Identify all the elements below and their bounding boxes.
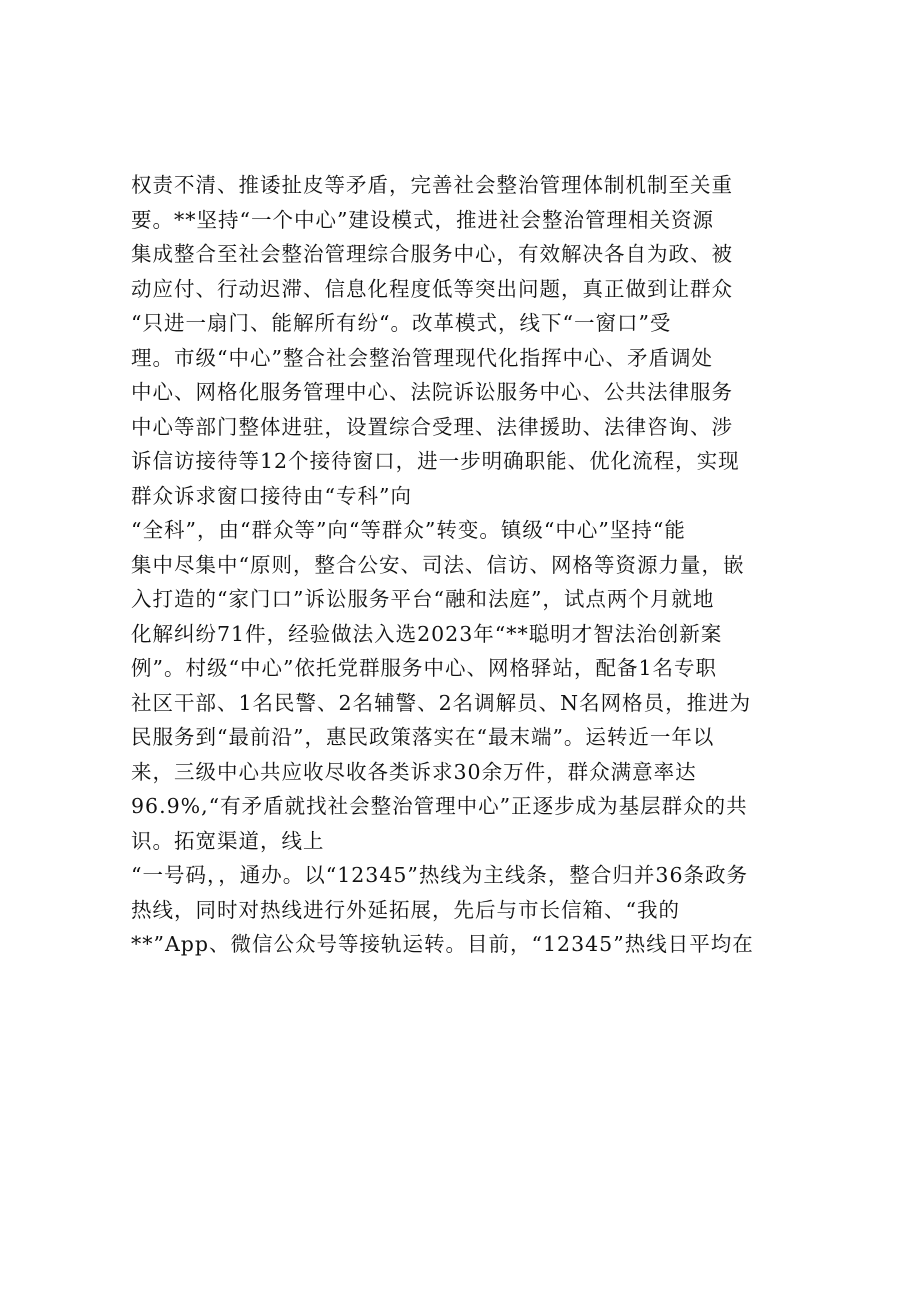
text-line: 动应付、行动迟滞、信息化程度低等突出问题，真正做到让群众 [131,276,733,301]
text-line: **”App、微信公众号等接轨运转。目前，“12345”热线日平均在 [131,932,754,956]
text-line: “一号码，，通办。以“12345”热线为主线条，整合归并36条政务 [131,863,748,887]
text-line: 集成整合至社会整治管理综合服务中心，有效解决各自为政、被 [131,242,733,266]
text-line: 96.9%,“有矛盾就找社会整治管理中心”正逐步成为基层群众的共 [131,794,748,818]
text-line: 诉信访接待等12个接待窗口，进一步明确职能、优化流程，实现 [131,449,740,473]
text-line: “全科”，由“群众等”向“等群众”转变。镇级“中心”坚持“能 [131,518,686,542]
text-line: 中心、网格化服务管理中心、法院诉讼服务中心、公共法律服务 [131,380,733,404]
text-line: 例”。村级“中心”依托党群服务中心、网格驿站，配备1名专职 [131,656,717,680]
text-line: 化解纠纷71件，经验做法入选2023年“**聪明才智法治创新案 [131,621,723,646]
text-line: 社区干部、1名民警、2名辅警、2名调解员、N名网格员，推进为 [131,690,752,715]
text-line: 群众诉求窗口接待由“专科”向 [131,483,412,508]
text-line: 识。拓宽渠道，线上 [131,828,325,853]
text-line: 热线，同时对热线进行外延拓展，先后与市长信箱、“我的 [131,897,680,922]
text-line: 权责不清、推诿扯皮等矛盾，完善社会整治管理体制机制至关重 [131,173,733,197]
text-line: 民服务到“最前沿”，惠民政策落实在“最末端”。运转近一年以 [131,725,715,749]
text-line: 中心等部门整体进驻，设置综合受理、法律援助、法律咨询、涉 [131,414,733,439]
text-line: 入打造的“家门口”诉讼服务平台“融和法庭”，试点两个月就地 [131,587,715,611]
text-line: 来，三级中心共应收尽收各类诉求30余万件，群众满意率达 [131,759,697,784]
text-line: 要。**坚持“一个中心”建设模式，推进社会整治管理相关资源 [131,207,714,232]
text-line: “只进一扇门、能解所有纷“。改革模式，线下“一窗口”受 [131,311,672,335]
text-line: 集中尽集中“原则，整合公安、司法、信访、网格等资源力量，嵌 [131,552,745,577]
body-text [131,168,811,962]
text-line: 理。市级“中心”整合社会整治管理现代化指挥中心、矛盾调处 [131,345,713,370]
